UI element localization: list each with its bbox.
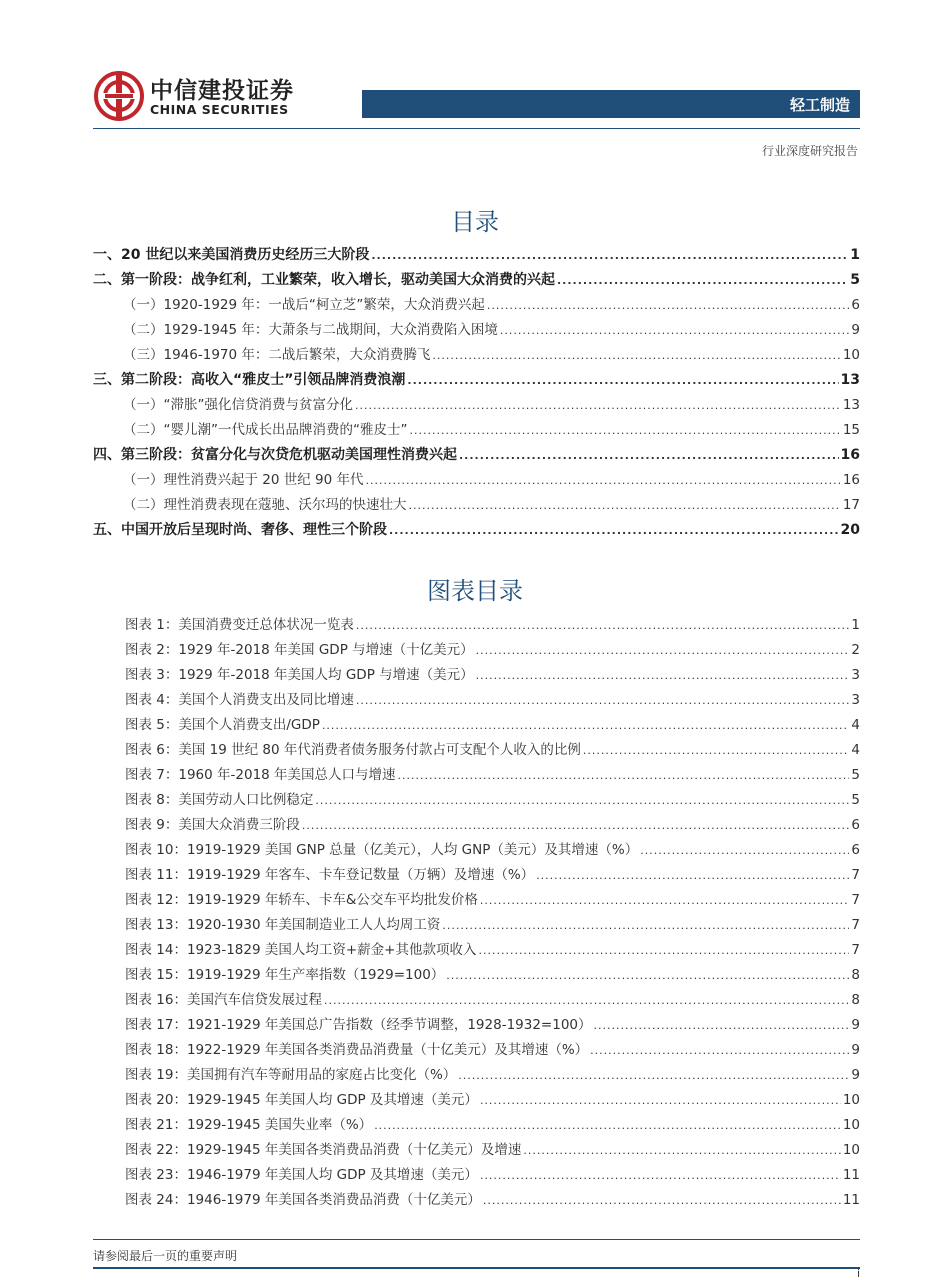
dot-leader <box>398 763 850 788</box>
dot-leader <box>442 913 849 938</box>
toc-entry[interactable] <box>93 393 860 418</box>
entry-title: 图表 18：1922-1929 年美国各类消费品消费量（十亿美元）及其增速（%） <box>125 1042 589 1058</box>
entry-page-number: 10 <box>842 1117 860 1133</box>
dot-leader <box>407 368 838 393</box>
entry-page-number: 1 <box>850 247 860 263</box>
dot-leader <box>476 638 850 663</box>
dot-leader <box>324 988 849 1013</box>
figure-entry[interactable] <box>93 1063 860 1088</box>
figure-entry[interactable] <box>93 888 860 913</box>
entry-title: 图表 6：美国 19 世纪 80 年代消费者债务服务付款占可支配个人收入的比例 <box>125 742 581 758</box>
entry-title: 三、第二阶段：高收入“雅皮士”引领品牌消费浪潮 <box>93 372 406 388</box>
entry-title: （一）“滞胀”强化信贷消费与贫富分化 <box>123 397 353 413</box>
entry-page-number: 8 <box>851 992 860 1008</box>
entry-title: 图表 4：美国个人消费支出及同比增速 <box>125 692 354 708</box>
entry-title: 图表 16：美国汽车信贷发展过程 <box>125 992 322 1008</box>
footer-divider <box>93 1239 860 1240</box>
dot-leader <box>315 788 849 813</box>
dot-leader <box>480 888 850 913</box>
entry-page-number: 6 <box>851 817 860 833</box>
figure-entry[interactable] <box>93 838 860 863</box>
entry-title: （一）1920-1929 年：一战后“柯立芝”繁荣，大众消费兴起 <box>123 297 485 313</box>
dot-leader <box>356 688 850 713</box>
entry-title: （二）1929-1945 年：大萧条与二战期间，大众消费陷入困境 <box>123 322 498 338</box>
toc-heading: 目录 <box>451 208 499 236</box>
dot-leader <box>446 963 849 988</box>
entry-page-number: 10 <box>842 1092 860 1108</box>
entry-title: 图表 23：1946-1979 年美国人均 GDP 及其增速（美元） <box>125 1167 478 1183</box>
toc-entry[interactable] <box>93 343 860 368</box>
toc-list <box>93 243 860 543</box>
entry-page-number: 17 <box>842 497 860 513</box>
dot-leader <box>536 863 849 888</box>
entry-page-number: 9 <box>851 322 860 338</box>
dot-leader <box>483 1188 841 1213</box>
entry-title: 一、20 世纪以来美国消费历史经历三大阶段 <box>93 247 370 263</box>
figure-entry[interactable] <box>93 938 860 963</box>
figure-entry[interactable] <box>93 1163 860 1188</box>
toc-entry[interactable] <box>93 318 860 343</box>
figure-entry[interactable] <box>93 913 860 938</box>
entry-page-number: 1 <box>851 617 860 633</box>
entry-title: 图表 7：1960 年-2018 年美国总人口与增速 <box>125 767 396 783</box>
company-logo-icon <box>93 70 145 122</box>
figure-entry[interactable] <box>93 813 860 838</box>
brand-name-en: CHINA SECURITIES <box>150 102 289 117</box>
figure-entry[interactable] <box>93 963 860 988</box>
figure-entry[interactable] <box>93 663 860 688</box>
entry-page-number: 11 <box>842 1167 860 1183</box>
entry-page-number: 7 <box>851 917 860 933</box>
entry-title: （三）1946-1970 年：二战后繁荣，大众消费腾飞 <box>123 347 431 363</box>
dot-leader <box>374 1113 841 1138</box>
entry-title: 图表 2：1929 年-2018 年美国 GDP 与增速（十亿美元） <box>125 642 474 658</box>
entry-title: 四、第三阶段：贫富分化与次贷危机驱动美国理性消费兴起 <box>93 447 457 463</box>
entry-title: 图表 13：1920-1930 年美国制造业工人人均周工资 <box>125 917 441 933</box>
figure-entry[interactable] <box>93 688 860 713</box>
entry-page-number: 4 <box>851 717 860 733</box>
dot-leader <box>478 938 849 963</box>
entry-title: 图表 20：1929-1945 年美国人均 GDP 及其增速（美元） <box>125 1092 478 1108</box>
figure-entry[interactable] <box>93 1038 860 1063</box>
footer-disclaimer: 请参阅最后一页的重要声明 <box>93 1249 238 1263</box>
entry-title: 图表 5：美国个人消费支出/GDP <box>125 717 320 733</box>
dot-leader <box>409 418 840 443</box>
dot-leader <box>366 468 841 493</box>
entry-title: 图表 10：1919-1929 美国 GNP 总量（亿美元），人均 GNP（美元）及其增速（%） <box>125 842 639 858</box>
entry-title: 图表 17：1921-1929 年美国总广告指数（经季节调整，1928-1932=100） <box>125 1017 592 1033</box>
toc-entry[interactable] <box>93 368 860 393</box>
figure-entry[interactable] <box>93 763 860 788</box>
entry-page-number: 20 <box>840 522 860 538</box>
entry-title: 图表 22：1929-1945 年美国各类消费品消费（十亿美元）及增速 <box>125 1142 522 1158</box>
entry-page-number: 9 <box>851 1067 860 1083</box>
dot-leader <box>594 1013 850 1038</box>
figure-entry[interactable] <box>93 988 860 1013</box>
entry-page-number: 7 <box>851 867 860 883</box>
entry-page-number: 4 <box>851 742 860 758</box>
entry-title: 图表 21：1929-1945 美国失业率（%） <box>125 1117 373 1133</box>
figure-entry[interactable] <box>93 1113 860 1138</box>
dot-leader <box>389 518 839 543</box>
figure-entry[interactable] <box>93 638 860 663</box>
entry-page-number: 8 <box>851 967 860 983</box>
dot-leader <box>322 713 849 738</box>
entry-title: （二）“婴儿潮”一代成长出品牌消费的“雅皮士” <box>123 422 408 438</box>
figure-entry[interactable] <box>93 738 860 763</box>
entry-title: 图表 24：1946-1979 年美国各类消费品消费（十亿美元） <box>125 1192 481 1208</box>
figure-entry[interactable] <box>93 1138 860 1163</box>
entry-title: 图表 14：1923-1829 美国人均工资+薪金+其他款项收入 <box>125 942 477 958</box>
dot-leader <box>356 613 850 638</box>
entry-title: （二）理性消费表现在蔻驰、沃尔玛的快速壮大 <box>123 497 407 513</box>
entry-page-number: 3 <box>851 692 860 708</box>
figure-entry[interactable] <box>93 1013 860 1038</box>
entry-page-number: 13 <box>842 397 860 413</box>
entry-page-number: 2 <box>851 642 860 658</box>
entry-title: 二、第一阶段：战争红利，工业繁荣，收入增长，驱动美国大众消费的兴起 <box>93 272 555 288</box>
toc-entry[interactable] <box>93 418 860 443</box>
entry-page-number: 6 <box>851 842 860 858</box>
toc-entry[interactable] <box>93 268 860 293</box>
report-type-label: 行业深度研究报告 <box>761 144 858 158</box>
figure-entry[interactable] <box>93 613 860 638</box>
entry-page-number: 9 <box>851 1017 860 1033</box>
header-divider <box>93 128 860 129</box>
dot-leader <box>371 243 848 268</box>
entry-page-number: 6 <box>851 297 860 313</box>
entry-page-number: 7 <box>851 892 860 908</box>
toc-entry[interactable] <box>93 293 860 318</box>
entry-page-number: 9 <box>851 1042 860 1058</box>
toc-entry[interactable] <box>93 443 860 468</box>
dot-leader <box>487 293 850 318</box>
sector-banner <box>362 90 860 118</box>
entry-title: 图表 11：1919-1929 年客车、卡车登记数量（万辆）及增速（%） <box>125 867 535 883</box>
dot-leader <box>480 1163 841 1188</box>
sector-label: 轻工制造 <box>789 96 850 114</box>
entry-title: 图表 1：美国消费变迁总体状况一览表 <box>125 617 354 633</box>
entry-title: 图表 8：美国劳动人口比例稳定 <box>125 792 314 808</box>
figure-entry[interactable] <box>93 788 860 813</box>
entry-title: 图表 9：美国大众消费三阶段 <box>125 817 300 833</box>
entry-title: 图表 19：美国拥有汽车等耐用品的家庭占比变化（%） <box>125 1067 457 1083</box>
entry-page-number: 10 <box>842 347 860 363</box>
figures-heading: 图表目录 <box>427 577 523 605</box>
entry-page-number: 10 <box>842 1142 860 1158</box>
entry-title: 五、中国开放后呈现时尚、奢侈、理性三个阶段 <box>93 522 387 538</box>
dot-leader <box>432 343 840 368</box>
dot-leader <box>640 838 849 863</box>
dot-leader <box>500 318 850 343</box>
dot-leader <box>355 393 841 418</box>
dot-leader <box>476 663 850 688</box>
dot-leader <box>590 1038 849 1063</box>
entry-page-number: 5 <box>851 767 860 783</box>
entry-page-number: 3 <box>851 667 860 683</box>
toc-entry[interactable] <box>93 493 860 518</box>
dot-leader <box>523 1138 840 1163</box>
footer-bottom-divider <box>93 1267 860 1269</box>
figure-entry[interactable] <box>93 713 860 738</box>
entry-page-number: 11 <box>842 1192 860 1208</box>
toc-entry[interactable] <box>93 468 860 493</box>
dot-leader <box>459 443 839 468</box>
entry-title: （一）理性消费兴起于 20 世纪 90 年代 <box>123 472 364 488</box>
figure-entry[interactable] <box>93 863 860 888</box>
entry-page-number: 5 <box>851 792 860 808</box>
entry-page-number: 5 <box>850 272 860 288</box>
entry-page-number: 16 <box>842 472 860 488</box>
dot-leader <box>302 813 850 838</box>
entry-page-number: 7 <box>851 942 860 958</box>
entry-page-number: 16 <box>840 447 860 463</box>
entry-title: 图表 3：1929 年-2018 年美国人均 GDP 与增速（美元） <box>125 667 474 683</box>
dot-leader <box>480 1088 841 1113</box>
entry-title: 图表 12：1919-1929 年轿车、卡车&公交车平均批发价格 <box>125 892 478 908</box>
dot-leader <box>458 1063 849 1088</box>
figures-list <box>93 613 860 1213</box>
toc-entry[interactable] <box>93 518 860 543</box>
figure-entry[interactable] <box>93 1088 860 1113</box>
dot-leader <box>409 493 841 518</box>
entry-page-number: 13 <box>840 372 860 388</box>
toc-entry[interactable] <box>93 243 860 268</box>
brand-name-cn: 中信建投证券 <box>150 78 294 104</box>
entry-page-number: 15 <box>842 422 860 438</box>
page-number: i <box>856 1267 860 1280</box>
dot-leader <box>583 738 850 763</box>
entry-title: 图表 15：1919-1929 年生产率指数（1929=100） <box>125 967 445 983</box>
figure-entry[interactable] <box>93 1188 860 1213</box>
dot-leader <box>557 268 848 293</box>
